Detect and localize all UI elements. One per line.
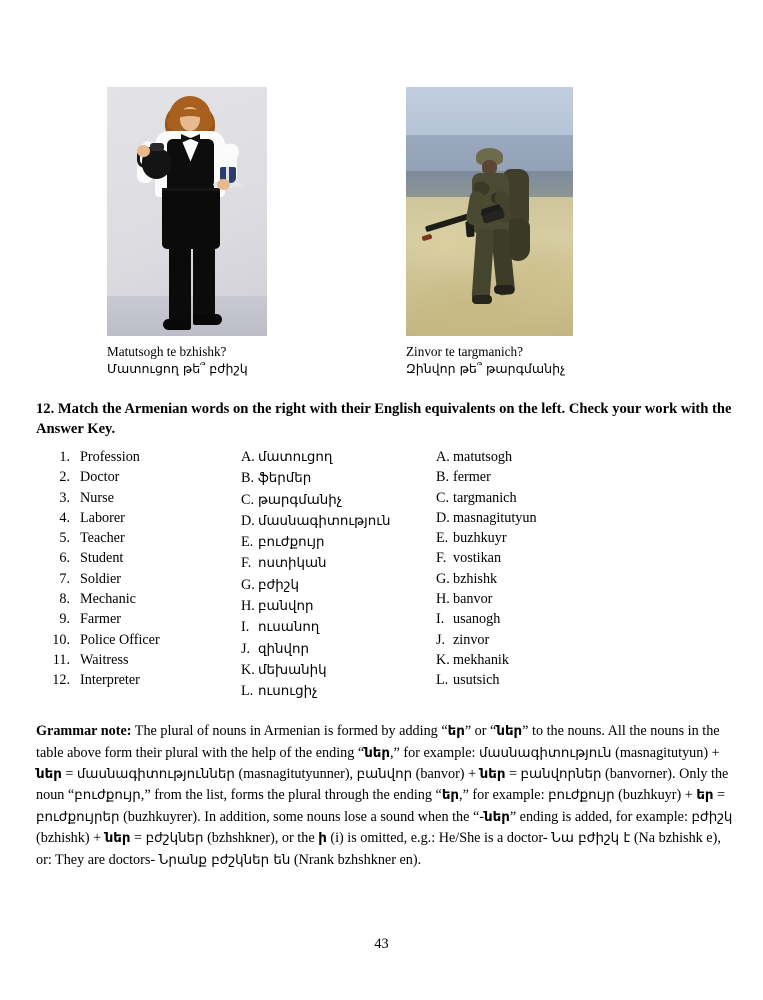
list-letter: A. <box>436 449 450 465</box>
transliterated-word: zinvor <box>453 631 490 648</box>
transliterated-word: buzhkuyr <box>453 530 507 547</box>
list-index: 1. <box>59 449 70 465</box>
list-letter: L. <box>436 672 449 689</box>
list-item[interactable] <box>44 609 214 629</box>
list-item[interactable] <box>436 650 636 670</box>
list-label: Teacher <box>80 530 125 547</box>
soldier-caption-translit: Zinvor te targmanich? <box>406 344 523 359</box>
list-letter: H. <box>241 598 255 615</box>
list-item[interactable] <box>44 528 214 548</box>
gn-s21: (Na bzhishk e), or: They are doctors- <box>36 830 721 868</box>
list-item[interactable] <box>241 447 421 468</box>
list-item[interactable] <box>44 508 214 528</box>
list-item[interactable] <box>44 467 214 487</box>
apron-shape <box>162 191 220 249</box>
gn-s5: (masnagitutyun) + <box>611 744 720 761</box>
waitress-photo <box>107 87 267 336</box>
gn-w3: բանվոր <box>356 767 413 782</box>
armenian-word: բուժքույր <box>258 535 325 551</box>
gn-e4: ներ <box>36 767 62 782</box>
waitress-caption <box>107 343 267 377</box>
list-item[interactable] <box>241 490 421 511</box>
coffee-pot-lid-shape <box>150 143 164 151</box>
transliterated-word: usanogh <box>453 611 501 628</box>
list-letter: J. <box>241 640 251 657</box>
list-letter: A. <box>241 449 255 465</box>
armenian-word: ուսուցիչ <box>258 684 318 700</box>
list-label: Mechanic <box>80 591 136 608</box>
list-index: 6. <box>59 550 70 567</box>
soldier-front-boot-shape <box>472 295 492 304</box>
gn-w11: Նրանք բժշկներ են <box>158 852 291 868</box>
photo-block-waitress <box>107 87 267 377</box>
gn-w4: բանվորներ <box>520 767 602 782</box>
list-index: 3. <box>59 489 70 506</box>
list-index: 5. <box>59 530 70 547</box>
list-letter: K. <box>241 661 255 678</box>
list-label: Doctor <box>80 469 120 486</box>
list-label: Interpreter <box>80 672 140 689</box>
list-letter: C. <box>436 489 450 506</box>
gn-e9: ներ <box>104 831 131 847</box>
transliterated-word: usutsich <box>453 672 500 689</box>
gn-s13: (buzhkuyr) + <box>614 787 697 804</box>
list-letter: G. <box>436 570 450 587</box>
left-shoe-shape <box>163 319 191 330</box>
soldier-caption <box>406 343 573 377</box>
list-label: Profession <box>80 449 140 465</box>
list-item[interactable] <box>436 447 636 467</box>
list-index: 2. <box>59 469 70 486</box>
list-letter: F. <box>436 550 447 567</box>
list-item[interactable] <box>436 609 636 629</box>
list-item[interactable] <box>44 447 214 467</box>
list-item[interactable] <box>436 528 636 548</box>
list-item[interactable] <box>241 553 421 574</box>
gn-s12: ,” for example: <box>459 787 549 804</box>
list-item[interactable] <box>436 670 636 690</box>
grammar-note <box>36 721 738 871</box>
list-item[interactable] <box>436 508 636 528</box>
gn-s20: (i) is omitted, e.g.: He/She is a doctor- <box>326 830 552 847</box>
list-item[interactable] <box>44 569 214 589</box>
gn-w6: բուժքույր <box>548 788 615 804</box>
list-letter: K. <box>436 651 450 668</box>
list-label: Student <box>80 550 124 567</box>
list-label: Waitress <box>80 651 129 668</box>
gn-s17: (bzhishk) + <box>36 830 105 847</box>
english-terms-column <box>44 447 214 691</box>
gn-s8: (banvor) + <box>412 766 480 782</box>
gn-e6: եր <box>441 788 460 804</box>
transliterated-word: banvor <box>453 591 493 608</box>
list-item[interactable] <box>44 630 214 650</box>
gn-e10: ի <box>318 831 327 847</box>
right-shoe-shape <box>193 314 222 325</box>
armenian-word: ուսանող <box>258 620 320 636</box>
list-letter: L. <box>241 683 254 700</box>
list-item[interactable] <box>44 670 214 690</box>
list-item[interactable] <box>436 569 636 589</box>
gn-e5: ներ <box>479 767 506 782</box>
list-letter: I. <box>241 619 250 636</box>
list-item[interactable] <box>436 548 636 568</box>
list-item[interactable] <box>241 511 421 532</box>
waitress-caption-translit: Matutsogh te bzhishk? <box>107 344 227 359</box>
gn-w10: Նա բժիշկ է <box>551 831 631 847</box>
list-letter: H. <box>436 591 450 608</box>
gn-e8: ներ <box>484 809 510 825</box>
list-item[interactable] <box>241 660 421 681</box>
photo-block-soldier <box>406 87 573 377</box>
gn-e1: եր <box>447 724 465 740</box>
gn-w9: բժշկներ <box>145 831 204 847</box>
list-index: 8. <box>59 591 70 608</box>
armenian-word: ֆերմեր <box>258 471 312 487</box>
armenian-word: ոստիկան <box>258 556 327 572</box>
left-leg-shape <box>169 245 191 323</box>
list-letter: I. <box>436 611 445 628</box>
list-letter: B. <box>436 469 450 486</box>
transliterated-word: mekhanik <box>453 651 509 668</box>
list-letter: J. <box>436 631 446 648</box>
list-index: 4. <box>59 509 70 526</box>
transliteration-column <box>436 447 636 691</box>
gn-w5: բուժքույր <box>74 788 141 804</box>
gn-s3: ” to the nouns. All the nouns in the table above form their plural with the help of the ending “ <box>36 723 720 761</box>
gn-s14: = <box>713 787 726 804</box>
page-number: 43 <box>374 936 389 952</box>
list-item[interactable] <box>241 575 421 596</box>
transliterated-word: fermer <box>453 469 491 486</box>
list-item[interactable] <box>241 639 421 660</box>
gn-w1: մասնագիտություն <box>479 745 612 761</box>
gn-s18: = <box>130 830 146 847</box>
list-index: 9. <box>59 611 70 628</box>
soldier-back-boot-shape <box>494 285 514 294</box>
gn-s4: ,” for example: <box>390 744 480 761</box>
armenian-word: թարգմանիչ <box>258 492 343 508</box>
waitress-caption-armenian: Մատուցող թե՞ բժիշկ <box>107 361 248 376</box>
list-index: 12. <box>52 672 70 689</box>
gn-s22: (Nrank bzhshkner en). <box>290 851 422 868</box>
gn-s2: ” or “ <box>464 723 497 740</box>
left-hand-shape <box>137 145 150 157</box>
list-item[interactable] <box>436 488 636 508</box>
transliterated-word: masnagitutyun <box>453 509 537 526</box>
list-item[interactable] <box>44 589 214 609</box>
list-label: Soldier <box>80 570 121 587</box>
gn-s11: ,” from the list, forms the plural through the ending “ <box>140 787 442 804</box>
list-item[interactable] <box>241 617 421 638</box>
list-item[interactable] <box>436 589 636 609</box>
list-letter: D. <box>436 509 450 526</box>
list-label: Laborer <box>80 509 125 526</box>
list-item[interactable] <box>436 467 636 487</box>
soldier-caption-armenian: Զինվոր թե՞ թարգմանիչ <box>406 361 566 376</box>
list-letter: F. <box>241 555 252 572</box>
grammar-note-heading: Grammar note: <box>36 723 132 740</box>
exercise-instruction: 12. Match the Armenian words on the right with their English equivalents on the left. Check your work with the Answer Key. <box>36 401 732 437</box>
list-item[interactable] <box>241 468 421 489</box>
gn-s10: (banvorner). Only the noun “ <box>36 766 729 804</box>
armenian-word: մեխանիկ <box>258 662 327 678</box>
gn-w2: մասնագիտություններ <box>76 767 235 782</box>
armenian-words-column <box>241 447 421 703</box>
photo-row <box>0 87 763 376</box>
list-index: 7. <box>59 570 70 587</box>
gn-w7: բուժքույրեր <box>36 809 120 825</box>
transliterated-word: bzhishk <box>453 570 498 587</box>
right-hand-shape <box>217 179 230 190</box>
armenian-word: մասնագիտություն <box>258 513 391 529</box>
list-item[interactable] <box>44 650 214 670</box>
transliterated-word: matutsogh <box>453 449 513 465</box>
armenian-word: մատուցող <box>258 450 333 465</box>
list-label: Police Officer <box>80 631 160 648</box>
gn-s15: (buzhkuyrer). In addition, some nouns lose a sound when the “- <box>119 808 484 825</box>
gn-e3: ներ <box>364 745 390 761</box>
right-leg-shape <box>193 245 215 319</box>
armenian-word: բանվոր <box>258 599 314 615</box>
list-label: Nurse <box>80 489 114 506</box>
gn-s1: The plural of nouns in Armenian is formed by adding “ <box>131 723 448 740</box>
list-index: 11. <box>52 651 70 668</box>
list-letter: B. <box>241 470 255 487</box>
soldier-photo <box>406 87 573 336</box>
transliterated-word: vostikan <box>453 550 502 567</box>
list-letter: E. <box>241 534 254 551</box>
armenian-word: զինվոր <box>258 641 309 657</box>
transliterated-word: targmanich <box>453 489 517 506</box>
list-item[interactable] <box>241 681 421 702</box>
list-label: Farmer <box>80 611 121 628</box>
gn-e2: ներ <box>496 724 523 740</box>
gn-s6: = <box>61 766 77 782</box>
gn-e7: եր <box>696 788 714 804</box>
armenian-word: բժիշկ <box>258 577 299 593</box>
gn-s9: = <box>505 766 521 782</box>
gn-s7: (masnagitutyunner), <box>234 766 357 782</box>
list-index: 10. <box>52 631 70 648</box>
matching-exercise <box>36 447 736 700</box>
list-item[interactable] <box>241 596 421 617</box>
gn-s16: ” ending is added, for example: <box>509 808 692 825</box>
list-letter: D. <box>241 512 255 529</box>
gn-s19: (bzhshkner), or the <box>203 830 319 847</box>
gn-w8: բժիշկ <box>691 809 733 825</box>
list-item[interactable] <box>44 488 214 508</box>
list-item[interactable] <box>44 548 214 568</box>
list-letter: G. <box>241 576 255 593</box>
list-item[interactable] <box>241 532 421 553</box>
list-letter: C. <box>241 491 255 508</box>
list-item[interactable] <box>436 630 636 650</box>
list-letter: E. <box>436 530 449 547</box>
